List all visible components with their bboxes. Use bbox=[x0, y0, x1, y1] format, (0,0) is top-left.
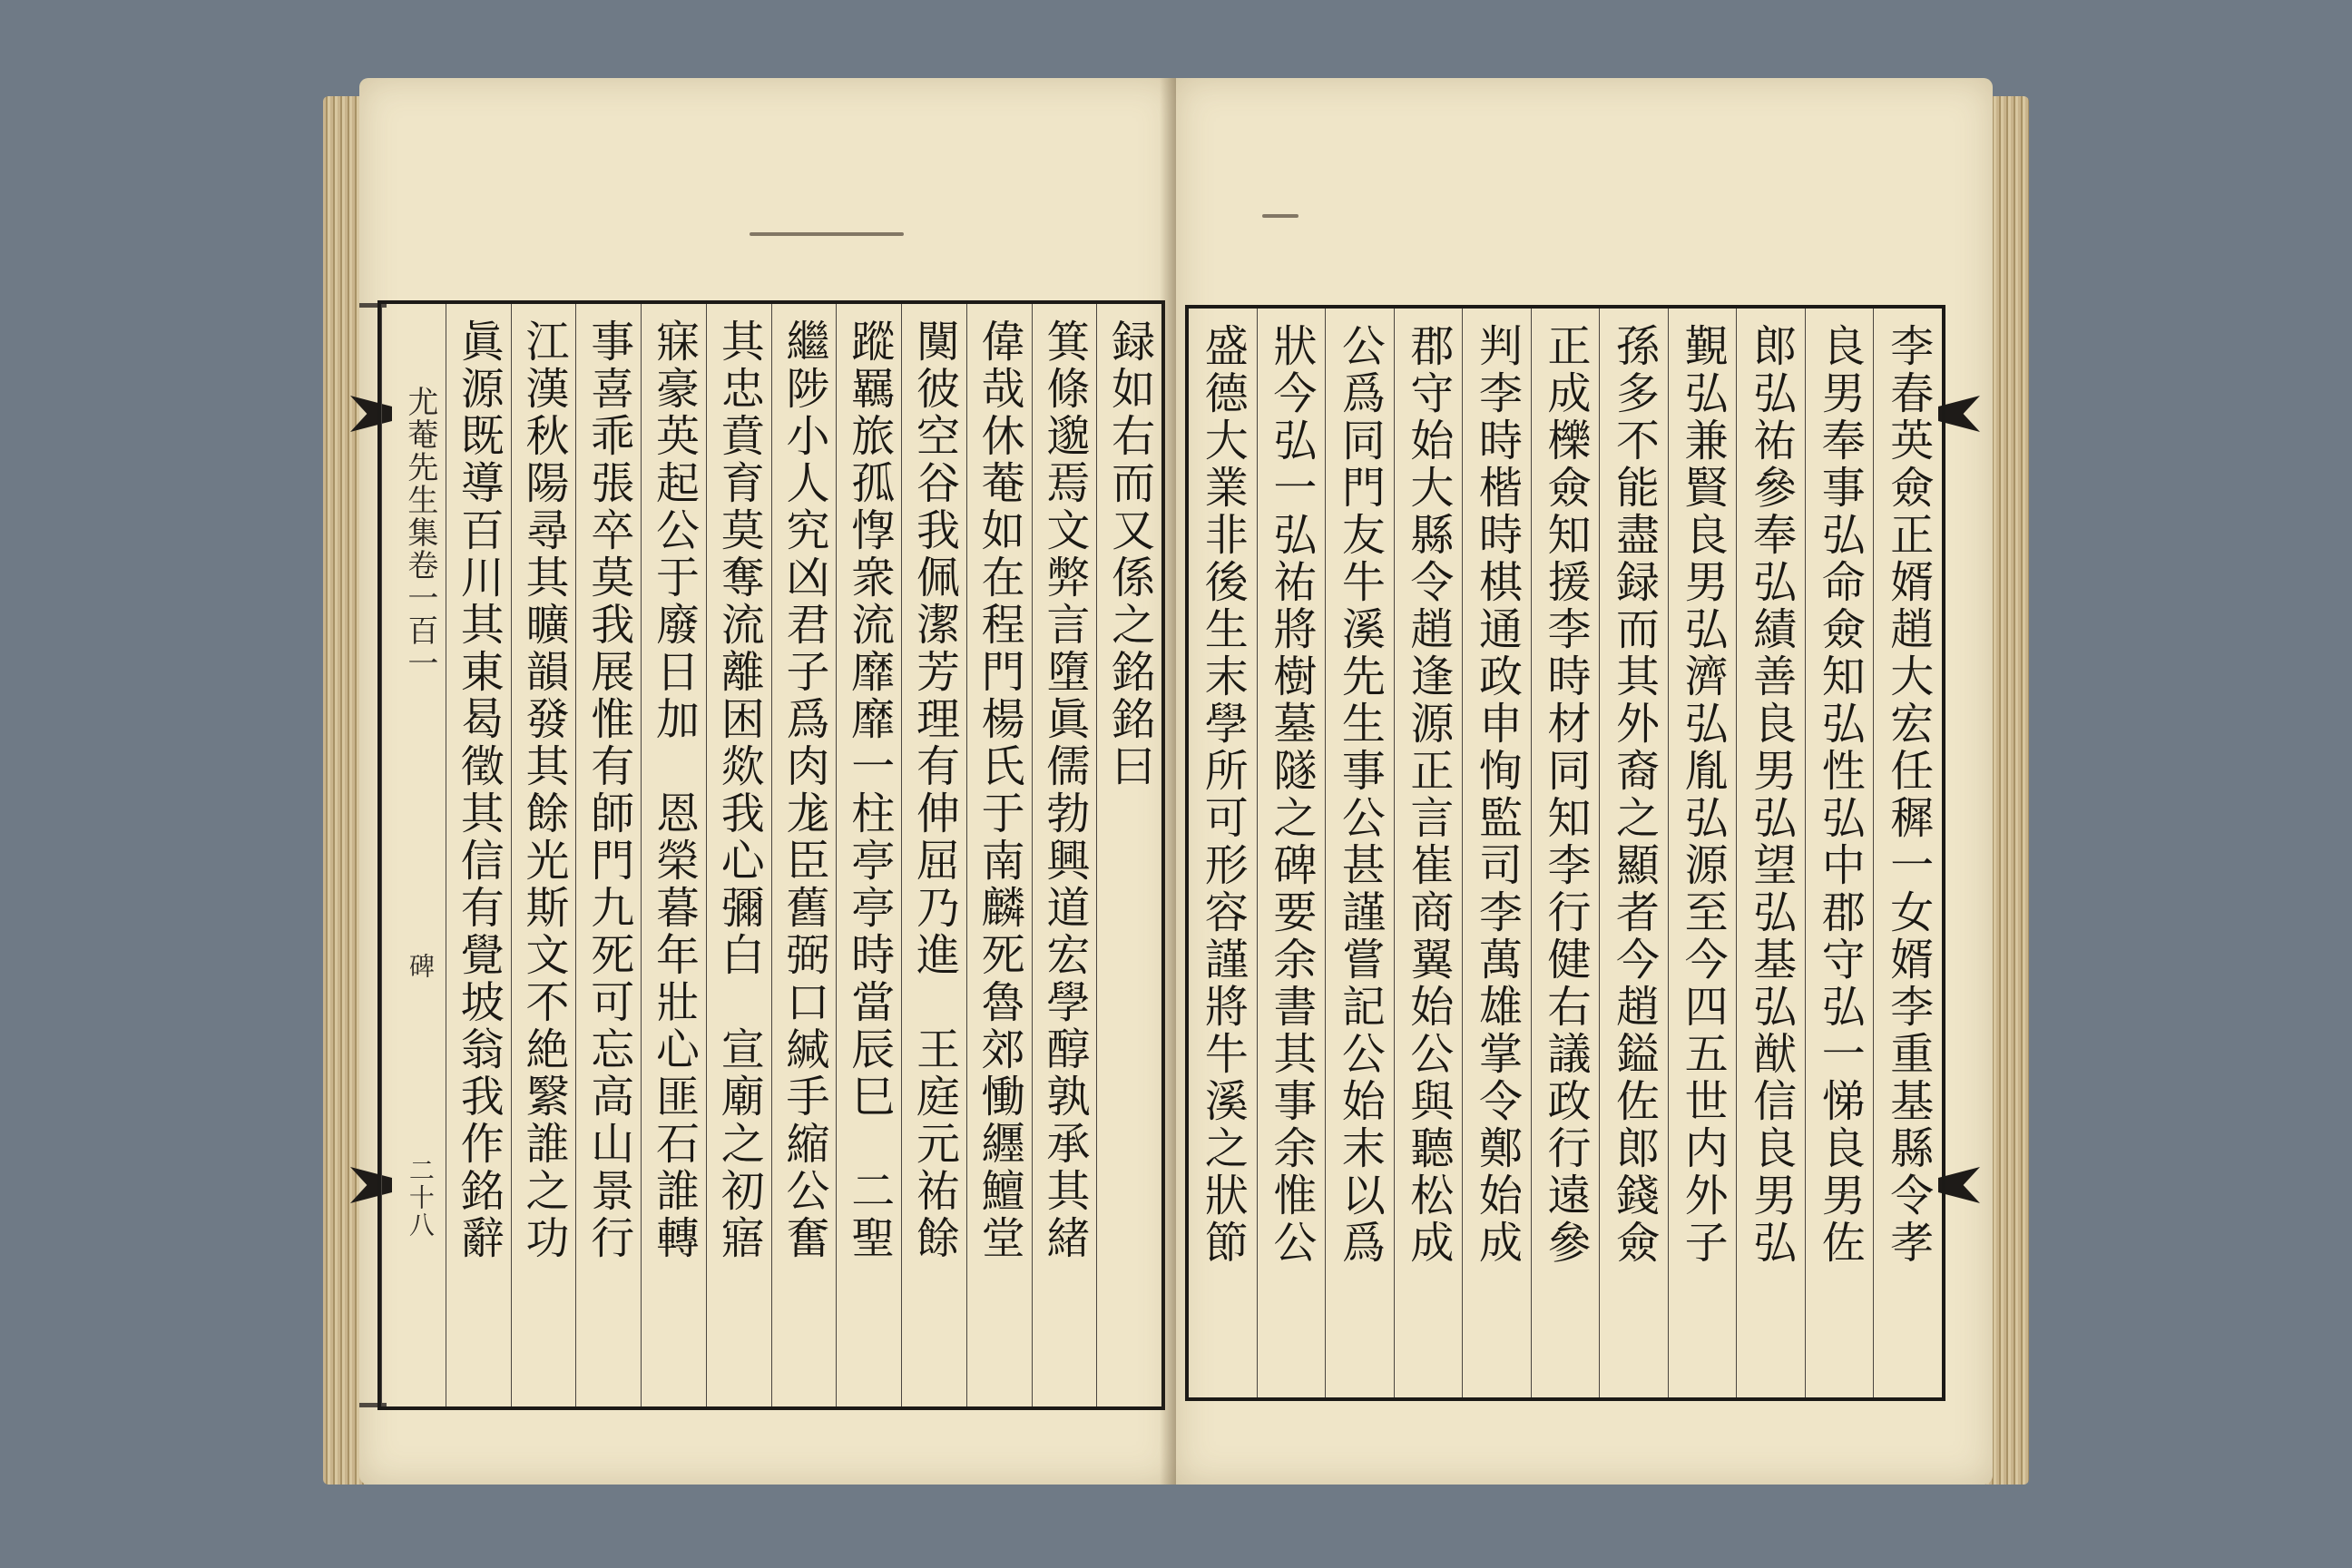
section-label: 碑 bbox=[405, 953, 436, 980]
text-column: 判李時楷時棋通政申恂監司李萬雄掌令鄭始成 bbox=[1462, 309, 1531, 1397]
text-column: 江漢秋陽尋其曠韻發其餘光斯文不絶繄誰之功 bbox=[511, 304, 576, 1406]
text-column: 覲弘兼賢良男弘濟弘胤弘源至今四五世内外子 bbox=[1668, 309, 1737, 1397]
text-column: 眞源既導百川其東曷徵其信有覺坡翁我作銘辭 bbox=[446, 304, 511, 1406]
right-page bbox=[1176, 78, 1993, 1485]
text-column: 寐豪英起公于廢日加 恩榮暮年壯心匪石誰轉 bbox=[641, 304, 706, 1406]
text-column: 良男奉事弘命僉知弘性弘中郡守弘一悌良男佐 bbox=[1805, 309, 1874, 1397]
text-column: 偉哉休菴如在程門楊氏于南麟死魯郊慟纒鱣堂 bbox=[966, 304, 1032, 1406]
left-page bbox=[359, 78, 1176, 1485]
text-column: 李春英僉正婿趙大宏任穉一女婿李重基縣令孝 bbox=[1873, 309, 1942, 1397]
text-column: 事喜乖張卒莫我展惟有師門九死可忘高山景行 bbox=[575, 304, 641, 1406]
text-column: 公爲同門友牛溪先生事公甚謹嘗記公始末以爲 bbox=[1325, 309, 1394, 1397]
text-column: 繼陟小人究凶君子爲肉尨臣舊弼口緘手縮公奮 bbox=[771, 304, 837, 1406]
text-column: 其忠賁育莫奪流離困欻我心彌白 宣廟之初寤 bbox=[706, 304, 771, 1406]
ink-smudge bbox=[1262, 214, 1298, 218]
text-column: 箕條邈焉文弊言墮眞儒勃興道宏學醇孰承其緒 bbox=[1032, 304, 1097, 1406]
text-column: 郡守始大縣令趙逢源正言崔商翼始公與聽松成 bbox=[1394, 309, 1463, 1397]
page-number: 二十八 bbox=[405, 1157, 436, 1239]
text-column: 録如右而又係之銘銘曰 bbox=[1096, 304, 1161, 1406]
ink-smudge bbox=[750, 232, 904, 236]
volume-title: 尤菴先生集卷一百一 bbox=[401, 386, 438, 680]
open-book bbox=[323, 78, 2029, 1494]
left-columns bbox=[381, 304, 1161, 1406]
left-text-frame bbox=[377, 300, 1165, 1410]
text-column: 盛德大業非後生末學所可形容謹將牛溪之狀節 bbox=[1197, 323, 1249, 1267]
text-column: 狀今弘一弘祐將樹墓隧之碑要余書其事余惟公 bbox=[1257, 309, 1326, 1397]
text-column: 蹤羈旅孤惸衆流靡靡一柱亭亭時當辰巳 二聖 bbox=[836, 304, 901, 1406]
page-center-margin bbox=[381, 304, 446, 1406]
text-column: 正成櫟僉知援李時材同知李行健右議政行遠參 bbox=[1531, 309, 1600, 1397]
text-column: 郎弘祐參奉弘績善良男弘望弘基弘猷信良男弘 bbox=[1736, 309, 1805, 1397]
text-column: 孫多不能盡録而其外裔之顯者今趙鎰佐郎錢僉 bbox=[1599, 309, 1668, 1397]
right-columns bbox=[1189, 309, 1942, 1397]
right-text-frame bbox=[1185, 305, 1945, 1401]
text-column: 闃彼空谷我佩潔芳理有伸屈乃進 王庭元祐餘 bbox=[901, 304, 966, 1406]
